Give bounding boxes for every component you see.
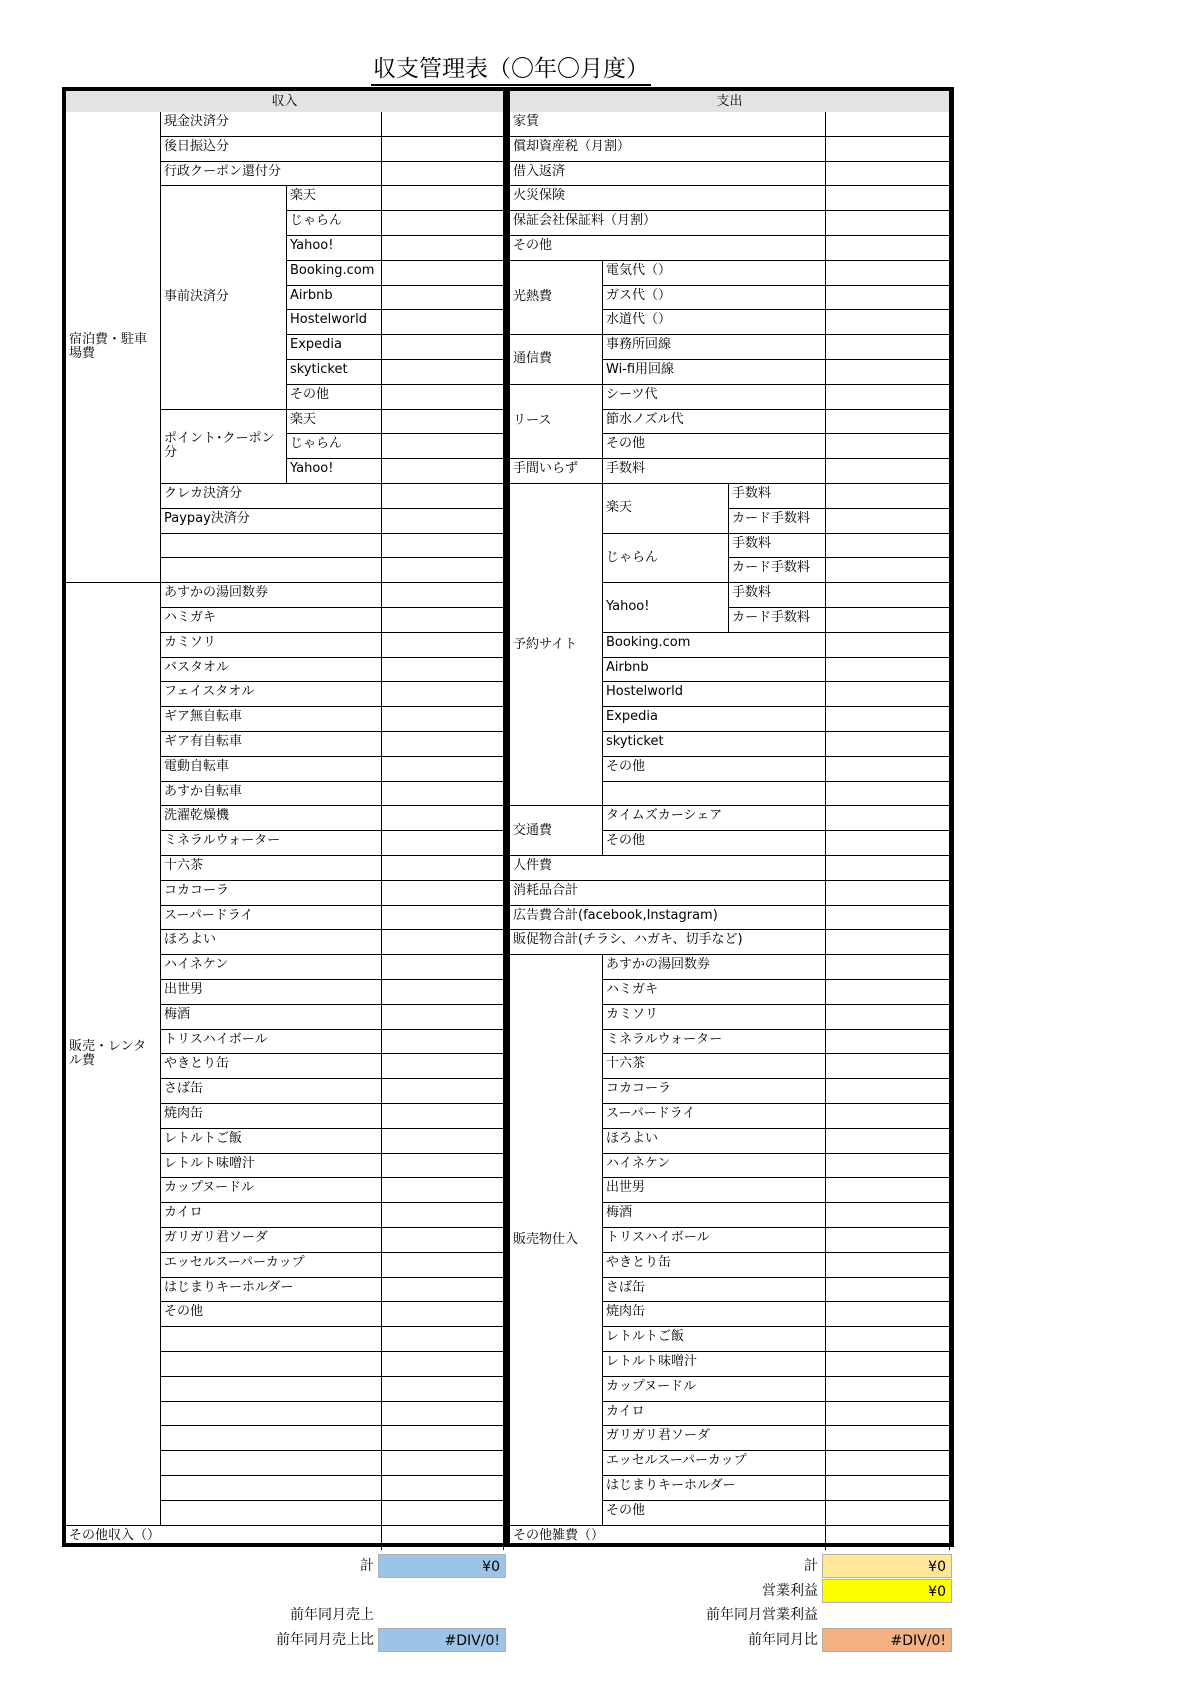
income-value-cell <box>382 955 504 980</box>
income-value-cell <box>382 1426 504 1451</box>
expense-value-cell <box>826 1030 950 1055</box>
expense-value-cell <box>826 1054 950 1079</box>
purchase_items-item-label: はじまりキーホルダー <box>603 1476 826 1501</box>
prev-sales-label: 前年同月売上 <box>290 1607 374 1623</box>
purchase_items-item-label: コカコーラ <box>603 1079 826 1104</box>
sales-item-label: ほろよい <box>161 930 382 955</box>
income-value-cell <box>382 286 504 311</box>
sales-group-label: 販売・レンタル費 <box>66 583 161 1525</box>
sales-item-label: ハミガキ <box>161 608 382 633</box>
sales-item-label: その他 <box>161 1302 382 1327</box>
income-value-cell <box>382 1154 504 1179</box>
lease_items-item-label: その他 <box>603 434 826 459</box>
income-value-cell <box>382 112 504 137</box>
expense-value-cell <box>826 782 950 807</box>
ads-label: 広告費合計(facebook,Instagram) <box>510 906 826 931</box>
income-value-cell <box>382 682 504 707</box>
sales-item-label: レトルトご飯 <box>161 1129 382 1154</box>
prev-sales-ratio-label: 前年同月売上比 <box>276 1632 374 1648</box>
expense-value-cell <box>826 1079 950 1104</box>
blank-row <box>161 1377 382 1402</box>
expense-value-cell <box>826 1302 950 1327</box>
expense-value-cell <box>826 757 950 782</box>
expense-value-cell <box>826 1228 950 1253</box>
expense-value-cell <box>826 137 950 162</box>
income-value-cell <box>382 186 504 211</box>
income-value-cell <box>382 1030 504 1055</box>
sales-item-label: やきとり缶 <box>161 1054 382 1079</box>
income-value-cell <box>382 608 504 633</box>
income-value-cell <box>382 1451 504 1476</box>
sales-item-label: 出世男 <box>161 980 382 1005</box>
purchase_items-item-label: ハミガキ <box>603 980 826 1005</box>
expense-row-label: 火災保険 <box>510 186 826 211</box>
sales-item-label: カイロ <box>161 1203 382 1228</box>
income-row-label: 現金決済分 <box>161 112 382 137</box>
income-value-cell <box>382 1228 504 1253</box>
sales-item-label: バスタオル <box>161 658 382 683</box>
sales-item-label: 十六茶 <box>161 856 382 881</box>
site-item-label: Expedia <box>603 707 826 732</box>
page-title: 収支管理表（〇年〇月度） <box>371 54 651 86</box>
utilities_items-item-label: ガス代（） <box>603 286 826 311</box>
sales-item-label: カミソリ <box>161 633 382 658</box>
sales-item-label: ギア無自転車 <box>161 707 382 732</box>
purchase_items-item-label: 焼肉缶 <box>603 1302 826 1327</box>
expense-value-cell <box>826 1253 950 1278</box>
income-value-cell <box>382 1327 504 1352</box>
income-value-cell <box>382 310 504 335</box>
income-value-cell <box>382 1476 504 1501</box>
income-value-cell <box>382 1302 504 1327</box>
expense-ratio-value: #DIV/0! <box>822 1628 952 1652</box>
prepaid-group-label: 事前決済分 <box>161 186 287 409</box>
sales-item-label: レトルト味噌汁 <box>161 1154 382 1179</box>
fee-label: 手数料 <box>729 534 826 559</box>
income-value-cell <box>382 633 504 658</box>
income-value-cell <box>382 509 504 534</box>
income-row-label: Paypay決済分 <box>161 509 382 534</box>
purchase_items-item-label: カップヌードル <box>603 1377 826 1402</box>
blank-row <box>161 534 382 559</box>
card-fee-label: カード手数料 <box>729 558 826 583</box>
expense-value-cell <box>826 1005 950 1030</box>
sales-item-label: ハイネケン <box>161 955 382 980</box>
purchase_items-item-label: 十六茶 <box>603 1054 826 1079</box>
income-value-cell <box>382 1203 504 1228</box>
sales-item-label: 洗濯乾燥機 <box>161 806 382 831</box>
income-value-cell <box>382 1253 504 1278</box>
expense-value-cell <box>826 955 950 980</box>
expense-row-label: 家賃 <box>510 112 826 137</box>
expense-value-cell <box>826 658 950 683</box>
expense-value-cell <box>826 633 950 658</box>
income-total-label: 計 <box>360 1558 374 1574</box>
lease_items-item-label: シーツ代 <box>603 385 826 410</box>
prepaid-item-label: skyticket <box>287 360 382 385</box>
op-profit-label: 営業利益 <box>762 1583 818 1599</box>
sales-item-label: ギア有自転車 <box>161 732 382 757</box>
expense-row-label: 保証会社保証料（月割） <box>510 211 826 236</box>
expense-value-cell <box>826 558 950 583</box>
points-group-label: ポイント･クーポン分 <box>161 410 287 484</box>
booking-group-label: 予約サイト <box>510 484 603 806</box>
points-item-label: 楽天 <box>287 410 382 435</box>
sales-item-label: 焼肉缶 <box>161 1104 382 1129</box>
income-value-cell <box>382 732 504 757</box>
expense-value-cell <box>826 1451 950 1476</box>
card-fee-label: カード手数料 <box>729 608 826 633</box>
comm_items-item-label: 事務所回線 <box>603 335 826 360</box>
expense-value-cell <box>826 1104 950 1129</box>
yahoo-label: Yahoo! <box>603 583 729 633</box>
expense-row-label: 借入返済 <box>510 162 826 187</box>
expense-value-cell <box>826 856 950 881</box>
consumables-label: 消耗品合計 <box>510 881 826 906</box>
promo-label: 販促物合計(チラシ、ハガキ、切手など) <box>510 930 826 955</box>
sales-item-label: 梅酒 <box>161 1005 382 1030</box>
sales-item-label: フェイスタオル <box>161 682 382 707</box>
prepaid-item-label: Expedia <box>287 335 382 360</box>
sales-item-label: コカコーラ <box>161 881 382 906</box>
expense-table <box>506 87 954 1547</box>
expense-value-cell <box>826 162 950 187</box>
site-item-label: Booking.com <box>603 633 826 658</box>
site-item-label: その他 <box>603 757 826 782</box>
income-value-cell <box>382 1079 504 1104</box>
expense-value-cell <box>826 261 950 286</box>
income-value-cell <box>382 1005 504 1030</box>
income-value-cell <box>382 831 504 856</box>
expense-value-cell <box>826 1476 950 1501</box>
jalan-label: じゃらん <box>603 534 729 584</box>
income-value-cell <box>382 1501 504 1526</box>
income-value-cell <box>382 558 504 583</box>
sales-item-label: 電動自転車 <box>161 757 382 782</box>
purchase_items-item-label: レトルトご飯 <box>603 1327 826 1352</box>
purchase_items-item-label: 梅酒 <box>603 1203 826 1228</box>
expense-value-cell <box>826 360 950 385</box>
income-value-cell <box>382 360 504 385</box>
income-value-cell <box>382 856 504 881</box>
expense-value-cell <box>826 211 950 236</box>
prev-op-profit-label: 前年同月営業利益 <box>706 1607 818 1623</box>
income-header: 収入 <box>66 91 504 112</box>
expense-value-cell <box>826 434 950 459</box>
income-value-cell <box>382 1178 504 1203</box>
expense-value-cell <box>826 1129 950 1154</box>
prepaid-item-label: その他 <box>287 385 382 410</box>
blank-row <box>161 1426 382 1451</box>
expense-value-cell <box>826 186 950 211</box>
purchase_items-item-label: エッセルスーパーカップ <box>603 1451 826 1476</box>
expense-value-cell <box>826 1526 950 1551</box>
blank-row <box>161 558 382 583</box>
personnel-label: 人件費 <box>510 856 826 881</box>
other-income-label: その他収入（） <box>66 1526 382 1551</box>
sales-item-label: トリスハイボール <box>161 1030 382 1055</box>
rakuten-label: 楽天 <box>603 484 729 534</box>
purchase-group-label: 販売物仕入 <box>510 955 603 1525</box>
income-value-cell <box>382 1526 504 1551</box>
purchase_items-item-label: やきとり缶 <box>603 1253 826 1278</box>
income-value-cell <box>382 1402 504 1427</box>
other-expense-label: その他雑費（） <box>510 1526 826 1551</box>
purchase_items-item-label: レトルト味噌汁 <box>603 1352 826 1377</box>
income-value-cell <box>382 881 504 906</box>
expense-value-cell <box>826 1154 950 1179</box>
points-item-label: じゃらん <box>287 434 382 459</box>
site-item-label: Hostelworld <box>603 682 826 707</box>
expense-value-cell <box>826 1203 950 1228</box>
income-value-cell <box>382 385 504 410</box>
income-value-cell <box>382 335 504 360</box>
lodging-group-label: 宿泊費・駐車場費 <box>66 112 161 583</box>
purchase_items-item-label: トリスハイボール <box>603 1228 826 1253</box>
purchase_items-item-label: ハイネケン <box>603 1154 826 1179</box>
expense-value-cell <box>826 980 950 1005</box>
expense-value-cell <box>826 732 950 757</box>
income-value-cell <box>382 162 504 187</box>
income-value-cell <box>382 1278 504 1303</box>
sales-item-label: ガリガリ君ソーダ <box>161 1228 382 1253</box>
utilities_items-item-label: 水道代（） <box>603 310 826 335</box>
purchase_items-item-label: あすかの湯回数券 <box>603 955 826 980</box>
income-value-cell <box>382 459 504 484</box>
lease_items-item-label: 節水ノズル代 <box>603 410 826 435</box>
income-value-cell <box>382 658 504 683</box>
income-value-cell <box>382 410 504 435</box>
blank-row <box>161 1352 382 1377</box>
expense-value-cell <box>826 310 950 335</box>
sales-item-label: エッセルスーパーカップ <box>161 1253 382 1278</box>
expense-value-cell <box>826 1278 950 1303</box>
income-value-cell <box>382 707 504 732</box>
blank-row <box>161 1476 382 1501</box>
expense-value-cell <box>826 906 950 931</box>
purchase_items-item-label: さば缶 <box>603 1278 826 1303</box>
income-value-cell <box>382 1054 504 1079</box>
income-value-cell <box>382 806 504 831</box>
prepaid-item-label: Hostelworld <box>287 310 382 335</box>
sales-item-label: ミネラルウォーター <box>161 831 382 856</box>
lease-group-label: リース <box>510 385 603 459</box>
sales-item-label: はじまりキーホルダー <box>161 1278 382 1303</box>
expense-value-cell <box>826 385 950 410</box>
expense-row-label: 償却資産税（月割） <box>510 137 826 162</box>
purchase_items-item-label: ほろよい <box>603 1129 826 1154</box>
op-profit-value: ¥0 <box>822 1579 952 1603</box>
income-value-cell <box>382 434 504 459</box>
expense-value-cell <box>826 1402 950 1427</box>
income-value-cell <box>382 261 504 286</box>
expense-value-cell <box>826 682 950 707</box>
income-value-cell <box>382 137 504 162</box>
prepaid-item-label: Yahoo! <box>287 236 382 261</box>
expense-value-cell <box>826 335 950 360</box>
prev-ratio-label: 前年同月比 <box>748 1632 818 1648</box>
income-value-cell <box>382 534 504 559</box>
purchase_items-item-label: カミソリ <box>603 1005 826 1030</box>
income-value-cell <box>382 757 504 782</box>
income-value-cell <box>382 906 504 931</box>
expense-value-cell <box>826 881 950 906</box>
expense-value-cell <box>826 236 950 261</box>
income-value-cell <box>382 1104 504 1129</box>
expense-value-cell <box>826 112 950 137</box>
blank-row <box>161 1501 382 1526</box>
expense-value-cell <box>826 1426 950 1451</box>
tema-label: 手間いらず <box>510 459 603 484</box>
comm-group-label: 通信費 <box>510 335 603 385</box>
transport_items-item-label: その他 <box>603 831 826 856</box>
income-value-cell <box>382 484 504 509</box>
income-value-cell <box>382 1377 504 1402</box>
purchase_items-item-label: カイロ <box>603 1402 826 1427</box>
expense-value-cell <box>826 534 950 559</box>
income-value-cell <box>382 930 504 955</box>
income-value-cell <box>382 583 504 608</box>
prepaid-item-label: じゃらん <box>287 211 382 236</box>
expense-value-cell <box>826 806 950 831</box>
prepaid-item-label: Booking.com <box>287 261 382 286</box>
purchase_items-item-label: 出世男 <box>603 1178 826 1203</box>
income-ratio-value: #DIV/0! <box>378 1628 506 1652</box>
expense-value-cell <box>826 831 950 856</box>
purchase_items-item-label: その他 <box>603 1501 826 1526</box>
sales-item-label: カップヌードル <box>161 1178 382 1203</box>
blank-row <box>161 1402 382 1427</box>
blank-row <box>161 1327 382 1352</box>
expense-total-label: 計 <box>804 1558 818 1574</box>
sales-item-label: さば缶 <box>161 1079 382 1104</box>
purchase_items-item-label: スーパードライ <box>603 1104 826 1129</box>
utilities-group-label: 光熱費 <box>510 261 603 335</box>
sales-item-label: あすかの湯回数券 <box>161 583 382 608</box>
points-item-label: Yahoo! <box>287 459 382 484</box>
expense-value-cell <box>826 1352 950 1377</box>
site-item-label: Airbnb <box>603 658 826 683</box>
transport_items-item-label: タイムズカーシェア <box>603 806 826 831</box>
income-row-label: クレカ決済分 <box>161 484 382 509</box>
fee-label: 手数料 <box>729 583 826 608</box>
expense-value-cell <box>826 583 950 608</box>
expense-value-cell <box>826 410 950 435</box>
expense-value-cell <box>826 484 950 509</box>
income-value-cell <box>382 980 504 1005</box>
expense-header: 支出 <box>510 91 950 112</box>
transport-group-label: 交通費 <box>510 806 603 856</box>
expense-row-label: その他 <box>510 236 826 261</box>
expense-total-value: ¥0 <box>822 1554 952 1578</box>
income-value-cell <box>382 211 504 236</box>
blank-row <box>161 1451 382 1476</box>
expense-value-cell <box>826 707 950 732</box>
comm_items-item-label: Wi-fi用回線 <box>603 360 826 385</box>
utilities_items-item-label: 電気代（） <box>603 261 826 286</box>
blank-row <box>603 782 826 807</box>
sales-item-label: あすか自転車 <box>161 782 382 807</box>
expense-value-cell <box>826 1327 950 1352</box>
income-row-label: 行政クーポン還付分 <box>161 162 382 187</box>
income-value-cell <box>382 1129 504 1154</box>
tema-fee-label: 手数料 <box>603 459 826 484</box>
income-value-cell <box>382 782 504 807</box>
expense-value-cell <box>826 459 950 484</box>
income-value-cell <box>382 236 504 261</box>
card-fee-label: カード手数料 <box>729 509 826 534</box>
expense-value-cell <box>826 1501 950 1526</box>
purchase_items-item-label: ミネラルウォーター <box>603 1030 826 1055</box>
site-item-label: skyticket <box>603 732 826 757</box>
expense-value-cell <box>826 608 950 633</box>
income-row-label: 後日振込分 <box>161 137 382 162</box>
expense-value-cell <box>826 509 950 534</box>
income-total-value: ¥0 <box>378 1554 506 1578</box>
income-table <box>62 87 508 1547</box>
income-value-cell <box>382 1352 504 1377</box>
expense-value-cell <box>826 930 950 955</box>
purchase_items-item-label: ガリガリ君ソーダ <box>603 1426 826 1451</box>
expense-value-cell <box>826 286 950 311</box>
expense-value-cell <box>826 1178 950 1203</box>
prepaid-item-label: 楽天 <box>287 186 382 211</box>
expense-value-cell <box>826 1377 950 1402</box>
fee-label: 手数料 <box>729 484 826 509</box>
prepaid-item-label: Airbnb <box>287 286 382 311</box>
sales-item-label: スーパードライ <box>161 906 382 931</box>
